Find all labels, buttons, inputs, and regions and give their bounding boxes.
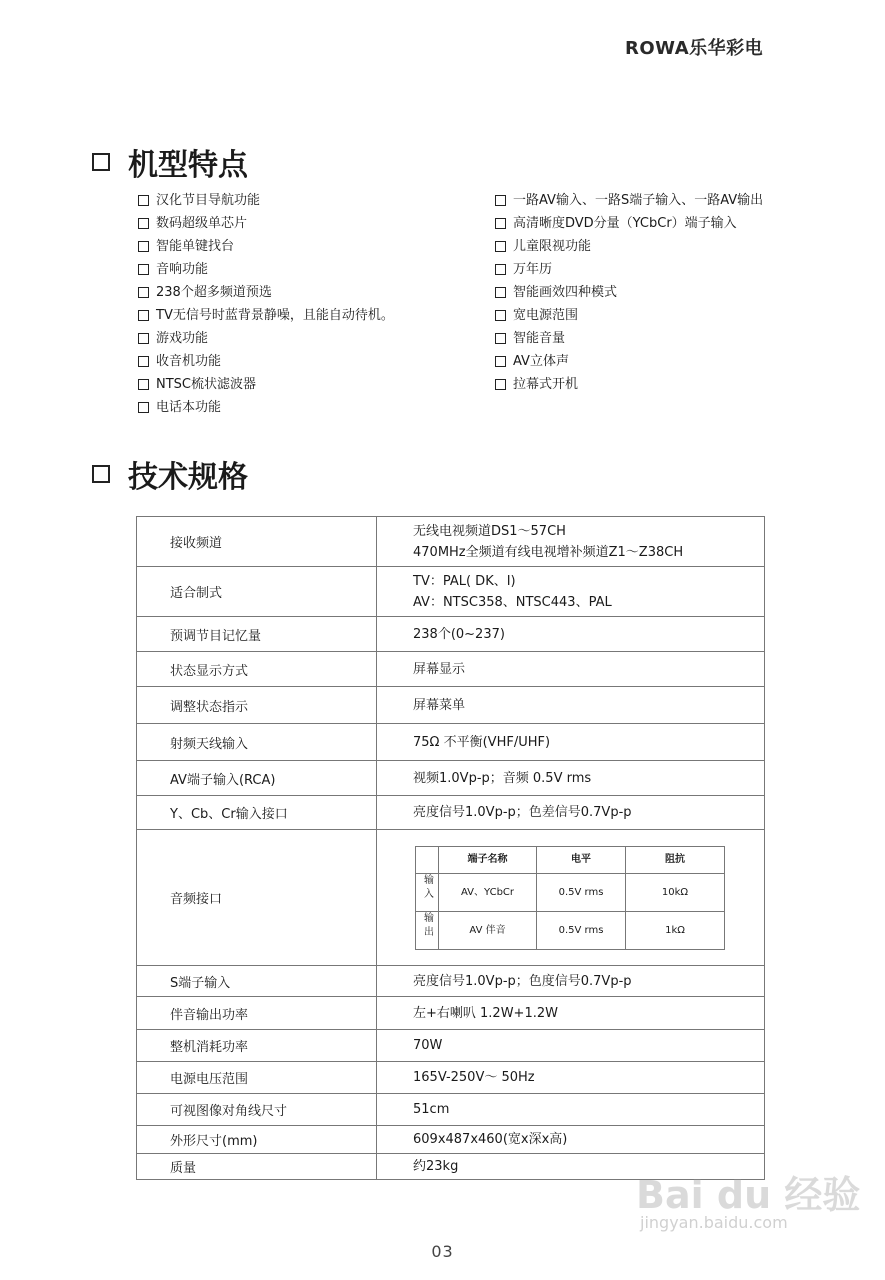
table-row: 音频接口 端子名称 电平 阻抗 输入 AV、YCbCr 0.5V rms 10kΩ 输出 AV 伴音 0.5V rms 1kΩ (137, 830, 765, 966)
table-row: 输入 AV、YCbCr 0.5V rms 10kΩ (416, 873, 725, 911)
checkbox-icon (138, 310, 149, 321)
watermark-url: jingyan.baidu.com (640, 1213, 788, 1232)
list-item: 智能音量 (495, 327, 763, 350)
table-row: AV端子输入(RCA) 视频1.0Vp-p；音频 0.5V rms (137, 761, 765, 796)
checkbox-icon (138, 195, 149, 206)
table-row: 适合制式 TV：PAL( DK、I) AV：NTSC358、NTSC443、PAL (137, 567, 765, 617)
checkbox-icon (138, 264, 149, 275)
table-row: 状态显示方式 屏幕显示 (137, 652, 765, 687)
table-row: Y、Cb、Cr输入接口 亮度信号1.0Vp-p；色差信号0.7Vp-p (137, 796, 765, 830)
list-item: 238个超多频道预选 (138, 281, 394, 304)
baidu-watermark: Bai du 经验 (636, 1173, 861, 1217)
list-item: 高清晰度DVD分量（YCbCr）端子输入 (495, 212, 763, 235)
checkbox-icon (138, 402, 149, 413)
table-row: 射频天线输入 75Ω 不平衡(VHF/UHF) (137, 724, 765, 761)
list-item: NTSC梳状滤波器 (138, 373, 394, 396)
checkbox-icon (92, 153, 110, 171)
list-item: 一路AV输入、一路S端子输入、一路AV输出 (495, 189, 763, 212)
page-number: 03 (431, 1242, 454, 1261)
list-item: 收音机功能 (138, 350, 394, 373)
brand-logo: ROWA乐华彩电 (625, 38, 764, 59)
table-row: 接收频道 无线电视频道DS1～57CH 470MHz全频道有线电视增补频道Z1～Z38CH (137, 517, 765, 567)
list-item: 儿童限视功能 (495, 235, 763, 258)
checkbox-icon (138, 218, 149, 229)
checkbox-icon (138, 241, 149, 252)
specs-heading: 技术规格 (92, 452, 248, 496)
checkbox-icon (495, 264, 506, 275)
table-row: 调整状态指示 屏幕菜单 (137, 687, 765, 724)
checkbox-icon (495, 310, 506, 321)
checkbox-icon (495, 333, 506, 344)
checkbox-icon (495, 379, 506, 390)
list-item: 智能画效四种模式 (495, 281, 763, 304)
table-row: 电源电压范围 165V-250V～ 50Hz (137, 1062, 765, 1094)
table-row: 质量 约23kg (137, 1154, 765, 1180)
list-item: 游戏功能 (138, 327, 394, 350)
table-row: 外形尺寸(mm) 609x487x460(宽x深x高) (137, 1126, 765, 1154)
list-item: 万年历 (495, 258, 763, 281)
features-left-list (138, 189, 394, 419)
table-row: 可视图像对角线尺寸 51cm (137, 1094, 765, 1126)
checkbox-icon (495, 218, 506, 229)
table-row: 预调节目记忆量 238个(0~237) (137, 617, 765, 652)
table-row: 端子名称 电平 阻抗 (416, 846, 725, 873)
list-item: 宽电源范围 (495, 304, 763, 327)
list-item: TV无信号时蓝背景静噪，且能自动待机。 (138, 304, 394, 327)
spec-table (136, 516, 765, 1180)
checkbox-icon (138, 379, 149, 390)
features-right-list (495, 189, 763, 396)
table-row: 整机消耗功率 70W (137, 1030, 765, 1062)
table-row: S端子输入 亮度信号1.0Vp-p；色度信号0.7Vp-p (137, 966, 765, 997)
list-item: 拉幕式开机 (495, 373, 763, 396)
checkbox-icon (495, 195, 506, 206)
features-heading: 机型特点 (92, 140, 248, 184)
checkbox-icon (495, 356, 506, 367)
list-item: AV立体声 (495, 350, 763, 373)
list-item: 智能单键找台 (138, 235, 394, 258)
checkbox-icon (495, 241, 506, 252)
audio-interface-table (415, 846, 725, 950)
checkbox-icon (138, 333, 149, 344)
list-item: 汉化节目导航功能 (138, 189, 394, 212)
checkbox-icon (138, 287, 149, 298)
checkbox-icon (138, 356, 149, 367)
checkbox-icon (92, 465, 110, 483)
list-item: 电话本功能 (138, 396, 394, 419)
table-row: 输出 AV 伴音 0.5V rms 1kΩ (416, 911, 725, 949)
list-item: 数码超级单芯片 (138, 212, 394, 235)
checkbox-icon (495, 287, 506, 298)
list-item: 音响功能 (138, 258, 394, 281)
table-row: 伴音输出功率 左+右喇叭 1.2W+1.2W (137, 997, 765, 1030)
